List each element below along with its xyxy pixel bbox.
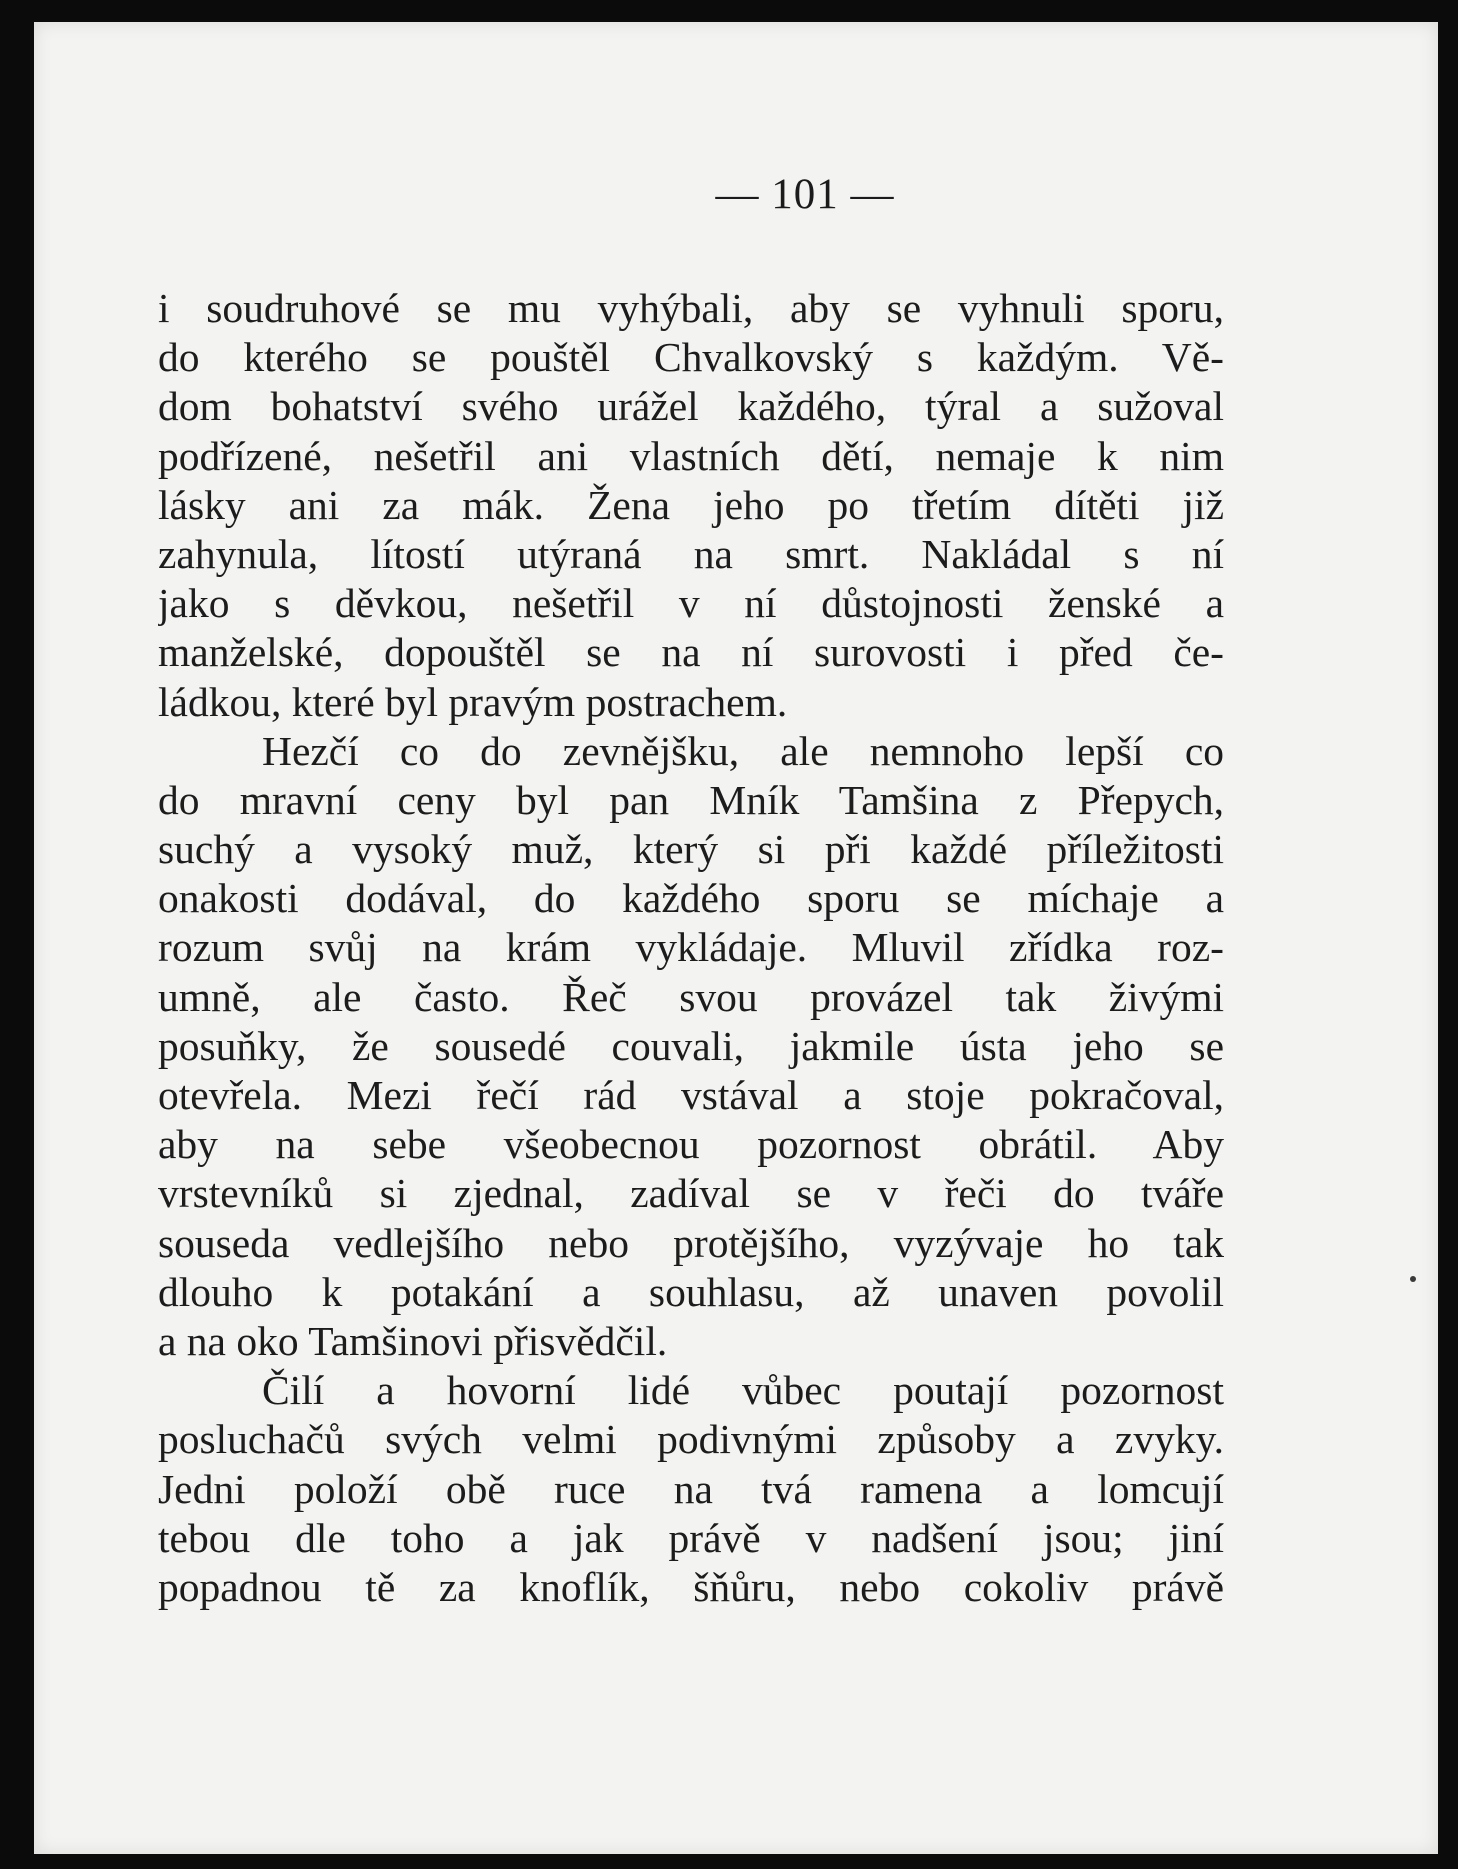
text-line: posluchačů svých velmi podivnými způsoby a zvyky. xyxy=(158,1416,1224,1463)
text-line: Hezčí co do zevnějšku, ale nemnoho lepší co xyxy=(262,727,1224,774)
text-line: aby na sebe všeobecnou pozornost obrátil. Aby xyxy=(158,1121,1224,1168)
book-page xyxy=(34,22,1438,1854)
text-line: vrstevníků si zjednal, zadíval se v řeči do tváře xyxy=(158,1170,1224,1217)
text-line: popadnou tě za knoflík, šňůru, nebo cokoliv právě xyxy=(158,1563,1224,1610)
text-line: onakosti dodával, do každého sporu se míchaje a xyxy=(158,875,1224,922)
text-line: dlouho k potakání a souhlasu, až unaven povolil xyxy=(158,1268,1224,1315)
text-line: a na oko Tamšinovi přisvědčil. xyxy=(158,1317,668,1364)
scan-speck xyxy=(1410,1276,1416,1282)
page-number: — 101 — xyxy=(715,171,895,218)
text-line: zahynula, lítostí utýraná na smrt. Nakládal s ní xyxy=(158,530,1224,577)
text-line: umně, ale často. Řeč svou provázel tak živými xyxy=(158,973,1224,1020)
text-line: Čilí a hovorní lidé vůbec poutají pozornost xyxy=(262,1367,1224,1414)
text-line: souseda vedlejšího nebo protějšího, vyzývaje ho tak xyxy=(158,1219,1224,1266)
paragraph-3 xyxy=(158,1366,1224,1612)
text-line: lásky ani za mák. Žena jeho po třetím dítěti již xyxy=(158,481,1224,528)
text-line: jako s děvkou, nešetřil v ní důstojnosti ženské a xyxy=(158,580,1224,627)
text-line: podřízené, nešetřil ani vlastních dětí, nemaje k nim xyxy=(158,432,1224,479)
text-line: ládkou, které byl pravým postrachem. xyxy=(158,678,788,725)
text-line: Jedni položí obě ruce na tvá ramena a lomcují xyxy=(158,1465,1224,1512)
body-text xyxy=(158,284,1224,1612)
text-line: i soudruhové se mu vyhýbali, aby se vyhnuli sporu, xyxy=(158,285,1224,331)
text-line: do kterého se pouštěl Chvalkovský s každým. Vě- xyxy=(158,334,1224,381)
paragraph-2 xyxy=(158,727,1224,1366)
text-line: do mravní ceny byl pan Mník Tamšina z Přepych, xyxy=(158,776,1224,823)
text-line: rozum svůj na krám vykládaje. Mluvil zřídka roz- xyxy=(158,924,1224,971)
text-line: tebou dle toho a jak právě v nadšení jsou; jiní xyxy=(158,1514,1224,1561)
text-line: otevřela. Mezi řečí rád vstával a stoje pokračoval, xyxy=(158,1072,1224,1118)
text-line: manželské, dopouštěl se na ní surovosti i před če- xyxy=(158,629,1224,676)
text-line: suchý a vysoký muž, který si při každé příležitosti xyxy=(158,826,1224,873)
paragraph-1 xyxy=(158,284,1224,727)
text-line: posuňky, že sousedé couvali, jakmile ústa jeho se xyxy=(158,1022,1224,1069)
text-line: dom bohatství svého urážel každého, týral a sužoval xyxy=(158,383,1224,430)
